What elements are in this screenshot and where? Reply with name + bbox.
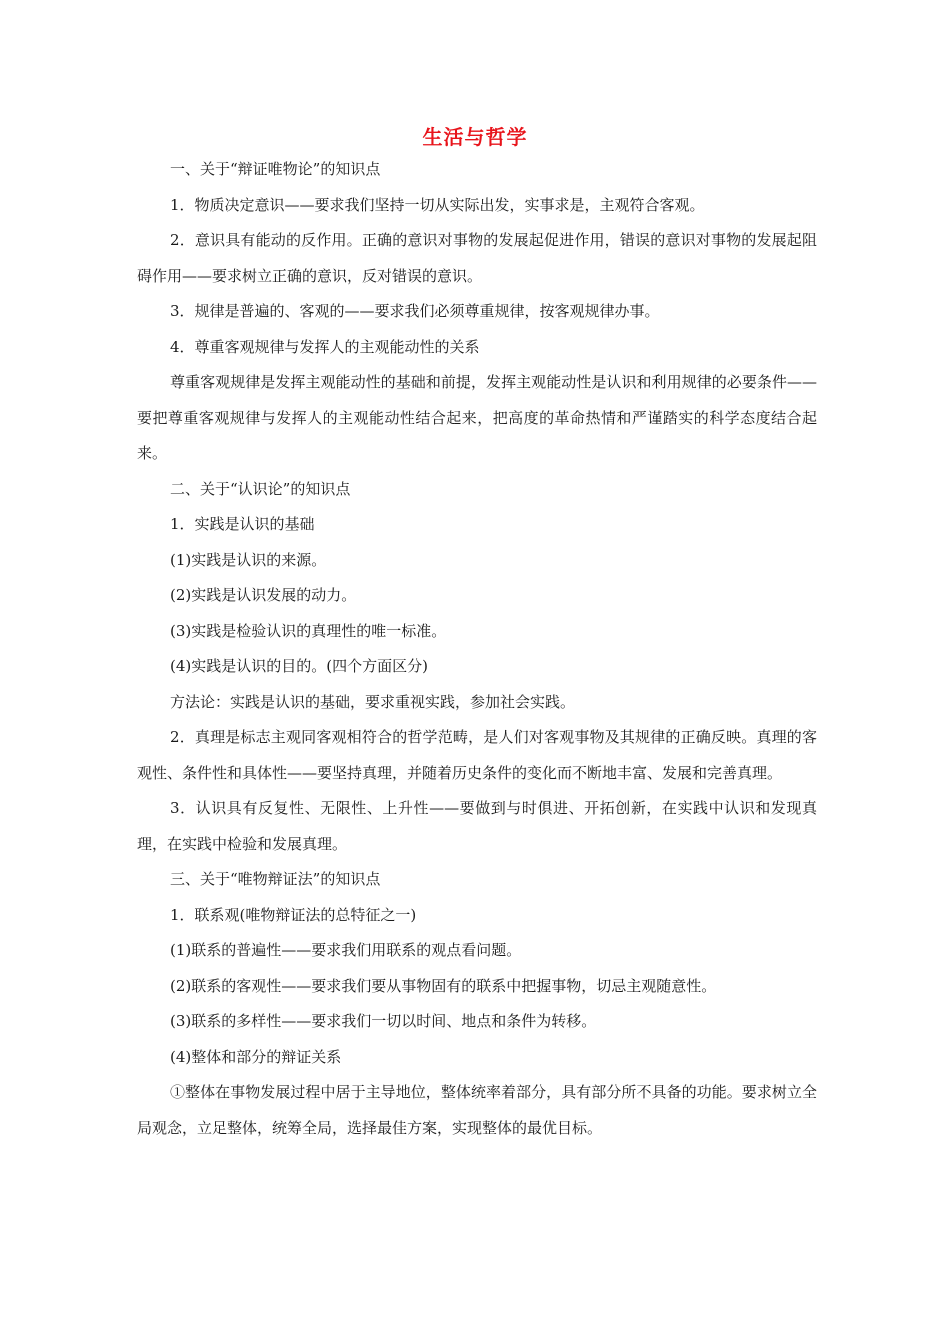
paragraph: 4．尊重客观规律与发挥人的主观能动性的关系 <box>170 337 480 356</box>
paragraph: 3．认识具有反复性、无限性、上升性——要做到与时俱进、开拓创新，在实践中认识和发现真理，在实践中检验和发展真理。 <box>137 799 817 853</box>
list-item: (1)联系的普遍性——要求我们用联系的观点看问题。 <box>170 941 522 959</box>
list-item: (1)实践是认识的来源。 <box>170 550 327 569</box>
paragraph: 2．真理是标志主观同客观相符合的哲学范畴，是人们对客观事物及其规律的正确反映。真理的客观性、条件性和具体性——要坚持真理，并随着历史条件的变化而不断地丰富、发展和完善真理。 <box>137 728 817 782</box>
list-item: (2)实践是认识发展的动力。 <box>170 586 357 604</box>
section-heading-1: 一、关于“辩证唯物论”的知识点 <box>170 160 381 178</box>
paragraph: 2．意识具有能动的反作用。正确的意识对事物的发展起促进作用，错误的意识对事物的发展起阻碍作用——要求树立正确的意识，反对错误的意识。 <box>137 231 817 285</box>
paragraph: 1．联系观(唯物辩证法的总特征之一) <box>170 905 417 924</box>
paragraph: 方法论：实践是认识的基础，要求重视实践，参加社会实践。 <box>170 692 576 711</box>
section-heading-2: 二、关于“认识论”的知识点 <box>170 479 351 498</box>
paragraph: 1．实践是认识的基础 <box>170 515 315 533</box>
list-item: (4)实践是认识的目的。(四个方面区分) <box>170 657 428 675</box>
list-item: (4)整体和部分的辩证关系 <box>170 1047 342 1066</box>
paragraph: ①整体在事物发展过程中居于主导地位，整体统率着部分，具有部分所不具备的功能。要求树立全局观念，立足整体，统筹全局，选择最佳方案，实现整体的最优目标。 <box>137 1083 817 1137</box>
document-body <box>137 152 817 1146</box>
list-item: (3)联系的多样性——要求我们一切以时间、地点和条件为转移。 <box>170 1012 597 1030</box>
paragraph: 1．物质决定意识——要求我们坚持一切从实际出发，实事求是，主观符合客观。 <box>170 195 705 214</box>
list-item: (3)实践是检验认识的真理性的唯一标准。 <box>170 621 447 640</box>
section-heading-3: 三、关于“唯物辩证法”的知识点 <box>170 870 381 888</box>
paragraph: 3．规律是普遍的、客观的——要求我们必须尊重规律，按客观规律办事。 <box>170 302 660 320</box>
document-title: 生活与哲学 <box>422 125 528 149</box>
paragraph: 尊重客观规律是发挥主观能动性的基础和前提，发挥主观能动性是认识和利用规律的必要条件——要把尊重客观规律与发挥人的主观能动性结合起来，把高度的革命热情和严谨踏实的科学态度结合起来。 <box>137 373 817 462</box>
list-item: (2)联系的客观性——要求我们要从事物固有的联系中把握事物，切忌主观随意性。 <box>170 976 717 995</box>
